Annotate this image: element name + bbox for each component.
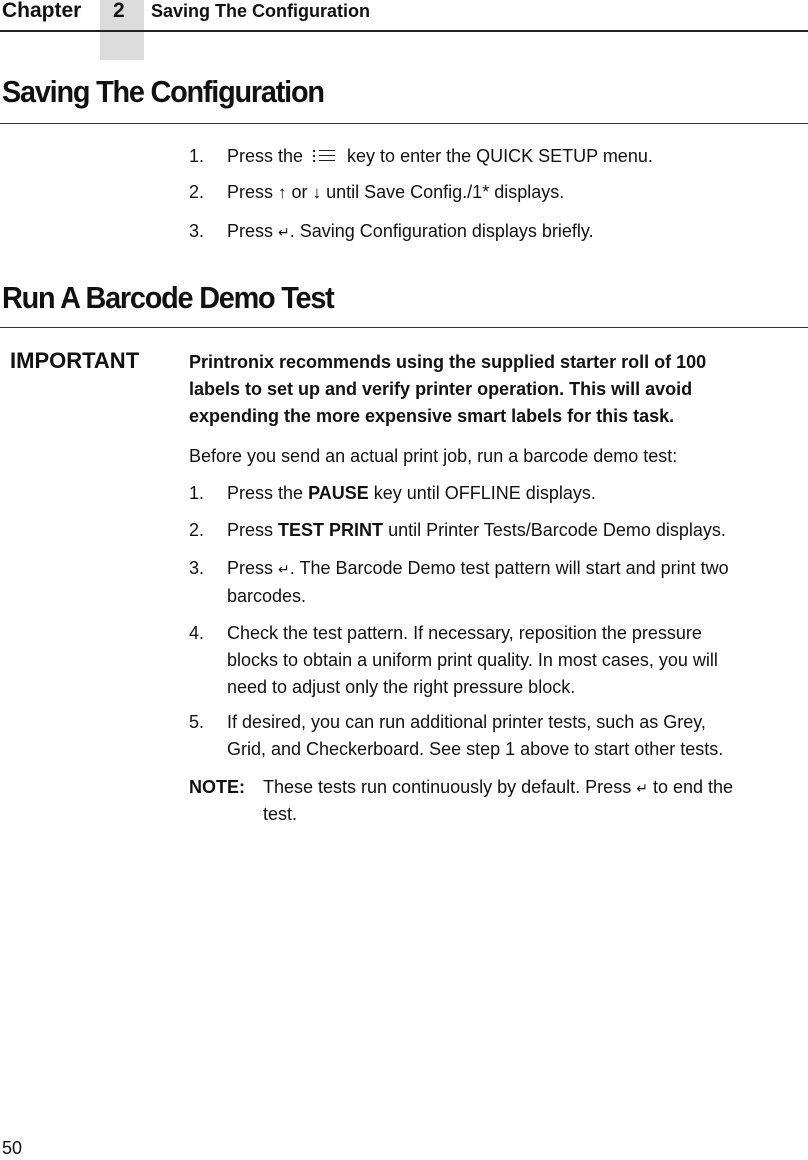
- step-text-mid: or: [291, 182, 308, 202]
- up-arrow-icon: ↑: [278, 183, 287, 202]
- important-text-line: labels to set up and verify printer operation. This will avoid: [189, 379, 693, 399]
- header-rule: [0, 30, 808, 32]
- step-text-continued: need to adjust only the right pressure block.: [227, 677, 576, 697]
- menu-key-icon: [313, 149, 335, 163]
- step-text-pre: Press: [227, 520, 274, 540]
- chapter-label: Chapter: [2, 0, 82, 22]
- step-text-post: until Save Config./1* displays.: [326, 182, 565, 202]
- step-text-post: until Printer Tests/Barcode Demo displays.: [388, 520, 726, 540]
- running-header-title: Saving The Configuration: [151, 1, 370, 21]
- step-text-continued: barcodes.: [227, 586, 307, 606]
- step-text-continued: blocks to obtain a uniform print quality. In most cases, you will: [227, 650, 718, 670]
- down-arrow-icon: ↓: [312, 183, 322, 202]
- step-text-pre: Press the: [227, 483, 304, 503]
- chapter-number: 2: [113, 0, 125, 22]
- section-title-saving: Saving The Configuration: [2, 74, 324, 109]
- step-number: 3.: [189, 221, 205, 241]
- step-text: If desired, you can run additional printer tests, such as Grey,: [227, 712, 706, 732]
- important-text-line: expending the more expensive smart labels for this task.: [189, 406, 675, 426]
- step-text: [227, 520, 726, 541]
- test-print-key-name: TEST PRINT: [278, 520, 384, 540]
- step-text: [227, 558, 729, 579]
- pause-key-name: PAUSE: [308, 483, 369, 503]
- step-number: 3.: [189, 558, 205, 578]
- step-number: 2.: [189, 182, 205, 202]
- note-label: NOTE:: [189, 777, 245, 797]
- note-text: [263, 777, 733, 798]
- step-number: 2.: [189, 520, 205, 540]
- step-text-continued: Grid, and Checkerboard. See step 1 above to start other tests.: [227, 739, 724, 759]
- step-text: [227, 182, 564, 203]
- step-text: [227, 483, 596, 504]
- step-text-pre: Press: [227, 558, 274, 578]
- page-number: 50: [2, 1138, 23, 1158]
- section-title-barcode-demo: Run A Barcode Demo Test: [2, 280, 334, 315]
- step-text-post: key until OFFLINE displays.: [373, 483, 596, 503]
- step-number: 1.: [189, 483, 205, 503]
- enter-key-icon: ↵: [636, 780, 648, 796]
- important-label: IMPORTANT: [10, 348, 140, 373]
- enter-key-icon: ↵: [278, 561, 290, 577]
- step-text-post: . Saving Configuration displays briefly.: [289, 221, 594, 241]
- section-rule: [0, 123, 808, 124]
- intro-text: Before you send an actual print job, run a barcode demo test:: [189, 446, 678, 466]
- note-text-pre: These tests run continuously by default. Press: [263, 777, 632, 797]
- section-rule: [0, 327, 808, 328]
- note-text-post: to end the: [652, 777, 734, 797]
- step-text-pre: Press the: [227, 146, 304, 166]
- step-number: 4.: [189, 623, 205, 643]
- step-number: 5.: [189, 712, 205, 732]
- step-text-pre: Press: [227, 221, 274, 241]
- note-text-continued: test.: [263, 804, 298, 824]
- step-number: 1.: [189, 146, 205, 166]
- important-text-line: Printronix recommends using the supplied starter roll of 100: [189, 352, 707, 372]
- step-text: Check the test pattern. If necessary, reposition the pressure: [227, 623, 702, 643]
- step-text-post: key to enter the QUICK SETUP menu.: [347, 146, 653, 166]
- step-text: [227, 146, 653, 167]
- step-text-pre: Press: [227, 182, 274, 202]
- enter-key-icon: ↵: [278, 224, 290, 240]
- step-text-post: . The Barcode Demo test pattern will start and print two: [289, 558, 729, 578]
- step-text: [227, 221, 594, 242]
